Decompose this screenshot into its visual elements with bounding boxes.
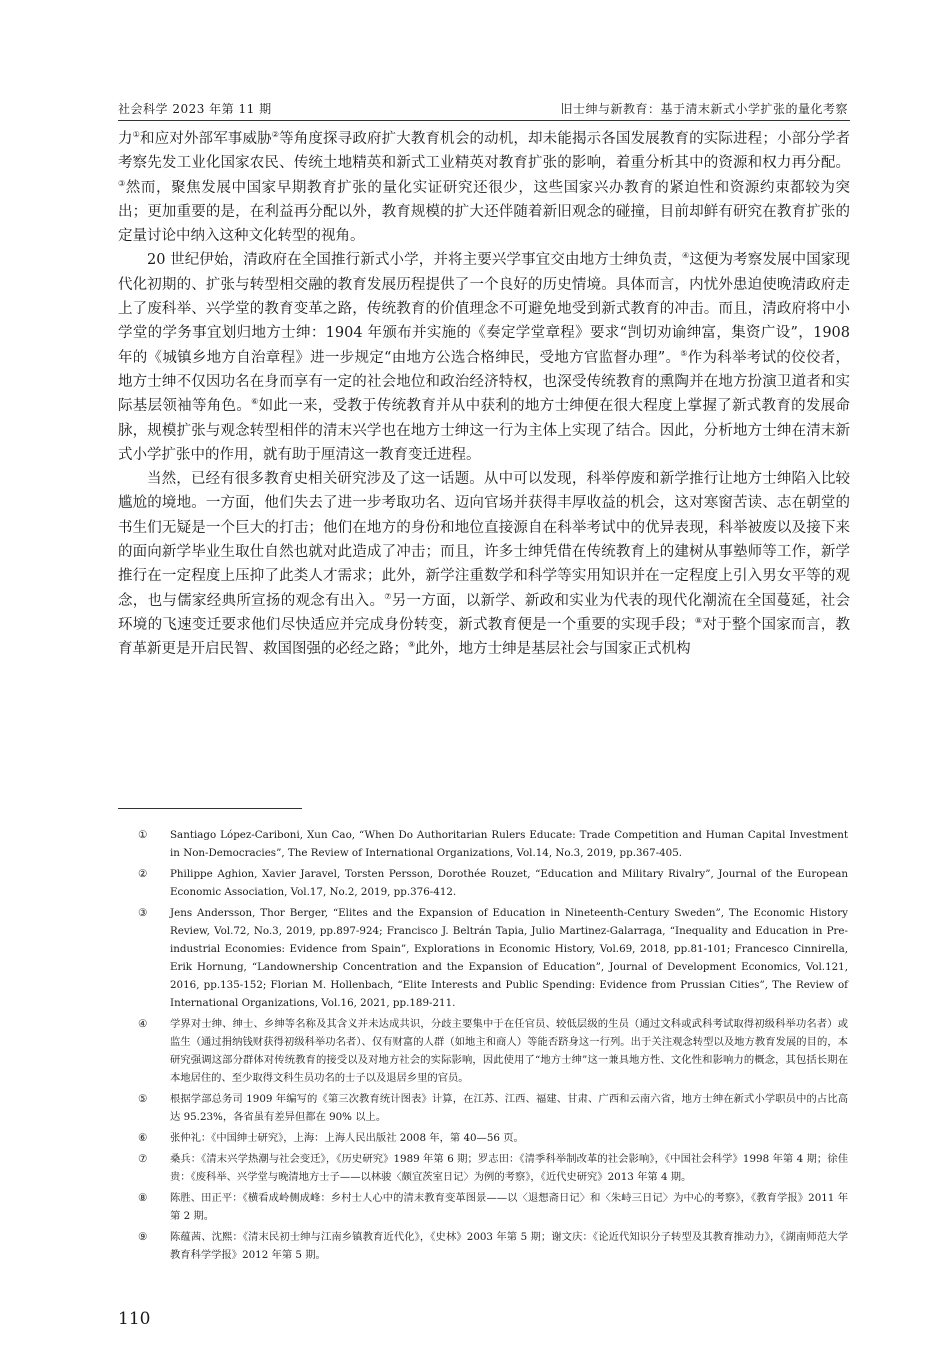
footnote-ref-6[interactable]: ⑥: [251, 397, 259, 407]
footnotes: [138, 826, 848, 1267]
footnote-9: ⑨ 陈蕴茜、沈熙：《清末民初士绅与江南乡镇教育近代化》，《史林》2003 年第 5 期；谢文庆：《论近代知识分子转型及其教育推动力》，《湖南师范大学教育科学学报》2012 年第 5 期。: [138, 1231, 848, 1261]
footnote-2: ② Philippe Aghion, Xavier Jaravel, Torsten Persson, Dorothée Rouzet, “Education and Military Rivalry”, Journal of the European Economic Association, Vol.17, No.2, 2019, pp.376-412.: [138, 868, 848, 898]
footnote-divider: [118, 808, 302, 809]
footnote-ref-3[interactable]: ③: [118, 178, 126, 188]
footnote-ref-7[interactable]: ⑦: [384, 591, 392, 601]
header-divider: [118, 120, 850, 121]
paragraph-2: 20 世纪伊始，清政府在全国推行新式小学，并将主要兴学事宜交由地方士绅负责，④这便为考察发展中国家现代化初期的、扩张与转型相交融的教育发展历程提供了一个良好的历史情境。具体而言，内忧外患迫使晚清政府走上了废科举、兴学堂的教育变革之路，传统教育的价值理念不可避免地受到新式教育的冲击。而且，清政府将中小学堂的学务事宜划归地方士绅：1904 年颁布并实施的《奏定学堂章程》要求“剀切劝谕绅富，集资广设”，1908 年的《城镇乡地方自治章程》进一步规定“由地方公选合格绅民，受地方官监督办理”。⑤作为科举考试的佼佼者，地方士绅不仅因功名在身而享有一定的社会地位和政治经济特权，也深受传统教育的熏陶并在地方扮演卫道者和实际基层领袖等角色。⑥如此一来，受教于传统教育并从中获利的地方士绅便在很大程度上掌握了新式教育的发展命脉，规模扩张与观念转型相伴的清末兴学也在地方士绅这一行为主体上实现了结合。因此，分析地方士绅在清末新式小学扩张中的作用，就有助于厘清这一教育变迁进程。: [118, 251, 851, 463]
paragraph-3: 当然，已经有很多教育史相关研究涉及了这一话题。从中可以发现，科举停废和新学推行让地方士绅陷入比较尴尬的境地。一方面，他们失去了进一步考取功名、迈向官场并获得丰厚收益的机会，这对寒窗苦读、志在朝堂的书生们无疑是一个巨大的打击；他们在地方的身份和地位直接源自在科举考试中的优异表现，科举被废以及接下来的面向新学毕业生取仕自然也就对此造成了冲击；而且，许多士绅凭借在传统教育上的建树从事塾师等工作，新学推行在一定程度上压抑了此类人才需求；此外，新学注重数学和科学等实用知识并在一定程度上引入男女平等的观念，也与儒家经典所宣扬的观念有出入。⑦另一方面，以新学、新政和实业为代表的现代化潮流在全国蔓延，社会环境的飞速变迁要求他们尽快适应并完成身份转变，新式教育便是一个重要的实现手段；⑧对于整个国家而言，教育革新更是开启民智、救国图强的必经之路；⑨此外，地方士绅是基层社会与国家正式机构: [118, 471, 851, 658]
footnote-1: ① Santiago López-Cariboni, Xun Cao, “When Do Authoritarian Rulers Educate: Trade Competition and Human Capital Investment in Non-Democracies”, The Review of International Organizations, Vol.14, No.3, 2019, pp.367-405.: [138, 829, 848, 859]
main-text: [118, 127, 850, 662]
footnote-5: ⑤ 根据学部总务司 1909 年编写的《第三次教育统计图表》计算，在江苏、江西、福建、甘肃、广西和云南六省，地方士绅在新式小学职员中的占比高达 95.23%，各省虽有差异但都在 90% 以上。: [138, 1093, 848, 1123]
article-title-header: 旧士绅与新教育：基于清末新式小学扩张的量化考察: [560, 102, 848, 116]
paragraph-1: 力①和应对外部军事威胁②等角度探寻政府扩大教育机会的动机，却未能揭示各国发展教育的实际进程；小部分学者考察先发工业化国家农民、传统土地精英和新式工业精英对教育扩张的影响，着重分析其中的资源和权力再分配。③然而，聚焦发展中国家早期教育扩张的量化实证研究还很少，这些国家兴办教育的紧迫性和资源约束都较为突出；更加重要的是，在利益再分配以外，教育规模的扩大还伴随着新旧观念的碰撞，目前却鲜有研究在教育扩张的定量讨论中纳入这种文化转型的视角。: [118, 130, 851, 245]
footnote-ref-8[interactable]: ⑧: [694, 616, 703, 626]
footnote-7: ⑦ 桑兵：《清末兴学热潮与社会变迁》，《历史研究》1989 年第 6 期；罗志田：《清季科举制改革的社会影响》，《中国社会科学》1998 年第 4 期；徐佳贵：《废科举、兴学堂与晚清地方士子——以林骏〈颇宜茨室日记〉为例的考察》，《近代史研究》2013 年第 4 期。: [138, 1153, 848, 1183]
footnote-3: ③ Jens Andersson, Thor Berger, “Elites and the Expansion of Education in Nineteenth-Century Sweden”, The Economic History Review, Vol.72, No.3, 2019, pp.897-924; Francisco J. Beltrán Tapia, Julio Martinez-Galarraga, “Inequality and Education in Pre-industrial Economies: Evidence from Spain”, Explorations in Economic History, Vol.69, 2018, pp.81-101; Francesco Cinnirella, Erik Hornung, “Landownership Concentration and the Expansion of Education”, Journal of Development Economics, Vol.121, 2016, pp.135-152; Florian M. Hollenbach, “Elite Interests and Public Spending: Evidence from Prussian Cities”, The Review of International Organizations, Vol.16, 2021, pp.189-211.: [138, 907, 848, 1009]
footnote-ref-2[interactable]: ②: [271, 130, 280, 140]
footnote-8: ⑧ 陈胜、田正平：《横看成岭侧成峰：乡村士人心中的清末教育变革图景——以〈退想斋日记〉和〈朱峙三日记〉为中心的考察》，《教育学报》2011 年第 2 期。: [138, 1192, 848, 1222]
footnote-ref-4[interactable]: ④: [681, 251, 690, 261]
page-number: 110: [118, 1309, 151, 1329]
footnote-ref-5[interactable]: ⑤: [680, 348, 688, 358]
footnote-4: ④ 学界对士绅、绅士、乡绅等名称及其含义并未达成共识，分歧主要集中于在任官员、较低层级的生员（通过文科或武科考试取得初级科举功名者）或监生（通过捐纳钱财获得初级科举功名者）、仅有财富的人群（如地主和商人）等能否跻身这一行列。出于关注观念转型以及地方教育发展的目的，本研究强调这部分群体对传统教育的接受以及对地方社会的实际影响，因此使用了“地方士绅”这一兼具地方性、文化性和影响力的概念，其包括长期在本地居住的、至少取得文科生员功名的士子以及退居乡里的官员。: [138, 1018, 848, 1084]
footnote-6: ⑥ 张仲礼：《中国绅士研究》，上海：上海人民出版社 2008 年，第 40—56 页。: [138, 1132, 524, 1144]
footnote-ref-9[interactable]: ⑨: [408, 640, 416, 650]
running-header: [118, 100, 848, 117]
journal-info: 社会科学 2023 年第 11 期: [118, 102, 272, 116]
footnote-ref-1[interactable]: ①: [132, 130, 140, 140]
